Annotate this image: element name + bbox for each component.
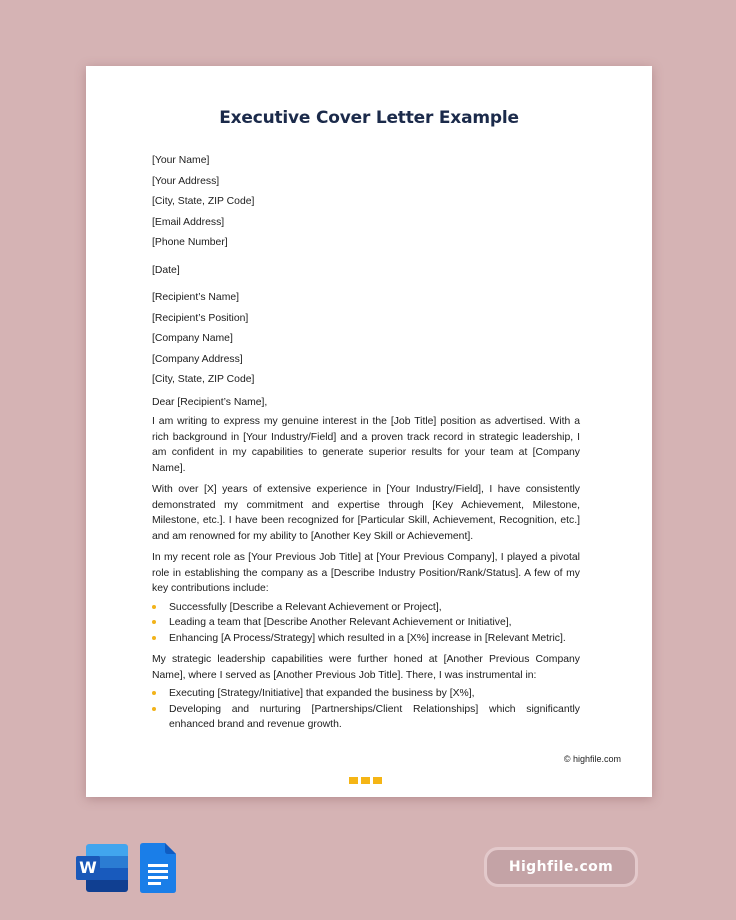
recipient-city-state-zip: [City, State, ZIP Code]	[152, 374, 255, 385]
recipient-company-address: [Company Address]	[152, 353, 243, 365]
bullet-icon	[152, 636, 156, 640]
microsoft-word-icon[interactable]	[76, 844, 128, 892]
bullet-icon	[152, 691, 156, 695]
document-page	[86, 66, 652, 797]
recipient-company-name: [Company Name]	[152, 333, 233, 344]
bullet-icon	[152, 620, 156, 624]
list-item: Enhancing [A Process/Strategy] which resulted in a [X%] increase in [Relevant Metric].	[152, 631, 580, 647]
recipient-block	[152, 288, 580, 391]
google-docs-icon[interactable]	[140, 843, 170, 893]
sender-name: [Your Name]	[152, 155, 210, 166]
recipient-name: [Recipient’s Name]	[152, 292, 240, 303]
highfile-site-button[interactable]: Highfile.com	[484, 847, 638, 887]
list-item: Leading a team that [Describe Another Relevant Achievement or Initiative],	[152, 615, 580, 631]
contributions-list	[152, 600, 580, 647]
sender-email: [Email Address]	[152, 216, 225, 228]
page-dot	[361, 777, 370, 784]
paragraph-recent-role: In my recent role as [Your Previous Job Title] at [Your Previous Company], I played a pivotal role in establishing the company as a [Describe Industry Position/Rank/Status]. A few of my key contributions include:	[152, 552, 580, 594]
letter-date: [Date]	[152, 264, 180, 276]
list-item: Executing [Strategy/Initiative] that expanded the business by [X%],	[152, 686, 580, 702]
list-item: Developing and nurturing [Partnerships/Client Relationships] which significantly enhanced brand and revenue growth.	[152, 702, 580, 733]
paragraph-experience: With over [X] years of extensive experience in [Your Industry/Field], I have consistently demonstrated my commitment and expertise through [Key Achievement, Milestone, Milestone, etc.]. I have been recognized for [Particular Skill, Achievement, Recognition, etc.] and am renowned for my ability to [Another Key Skill or Achievement].	[152, 484, 580, 542]
page-indicator	[349, 777, 382, 784]
instrumental-list	[152, 686, 580, 733]
page-dot	[373, 777, 382, 784]
sender-address: [Your Address]	[152, 175, 220, 187]
sender-phone: [Phone Number]	[152, 237, 228, 248]
word-letter-w: W	[76, 856, 100, 880]
page-dot	[349, 777, 358, 784]
format-icons	[76, 843, 170, 893]
document-title: Executive Cover Letter Example	[219, 108, 519, 128]
recipient-position: [Recipient’s Position]	[152, 312, 249, 324]
sender-city-state-zip: [City, State, ZIP Code]	[152, 196, 255, 207]
list-item: Successfully [Describe a Relevant Achievement or Project],	[152, 600, 580, 616]
paragraph-intro: I am writing to express my genuine interest in the [Job Title] position as advertised. With a rich background in [Your Industry/Field] and a proven track record in strategic leadership, I am confident in my capabilities to generate superior results for your team at [Company Name].	[152, 416, 580, 474]
bullet-icon	[152, 707, 156, 711]
letter-body	[152, 151, 580, 739]
sender-block	[152, 151, 580, 254]
salutation: Dear [Recipient’s Name],	[152, 396, 268, 408]
copyright-notice: © highfile.com	[563, 754, 621, 764]
bullet-icon	[152, 605, 156, 609]
paragraph-leadership: My strategic leadership capabilities were further honed at [Another Previous Company Name], where I served as [Another Previous Job Title]. There, I was instrumental in:	[152, 654, 580, 681]
